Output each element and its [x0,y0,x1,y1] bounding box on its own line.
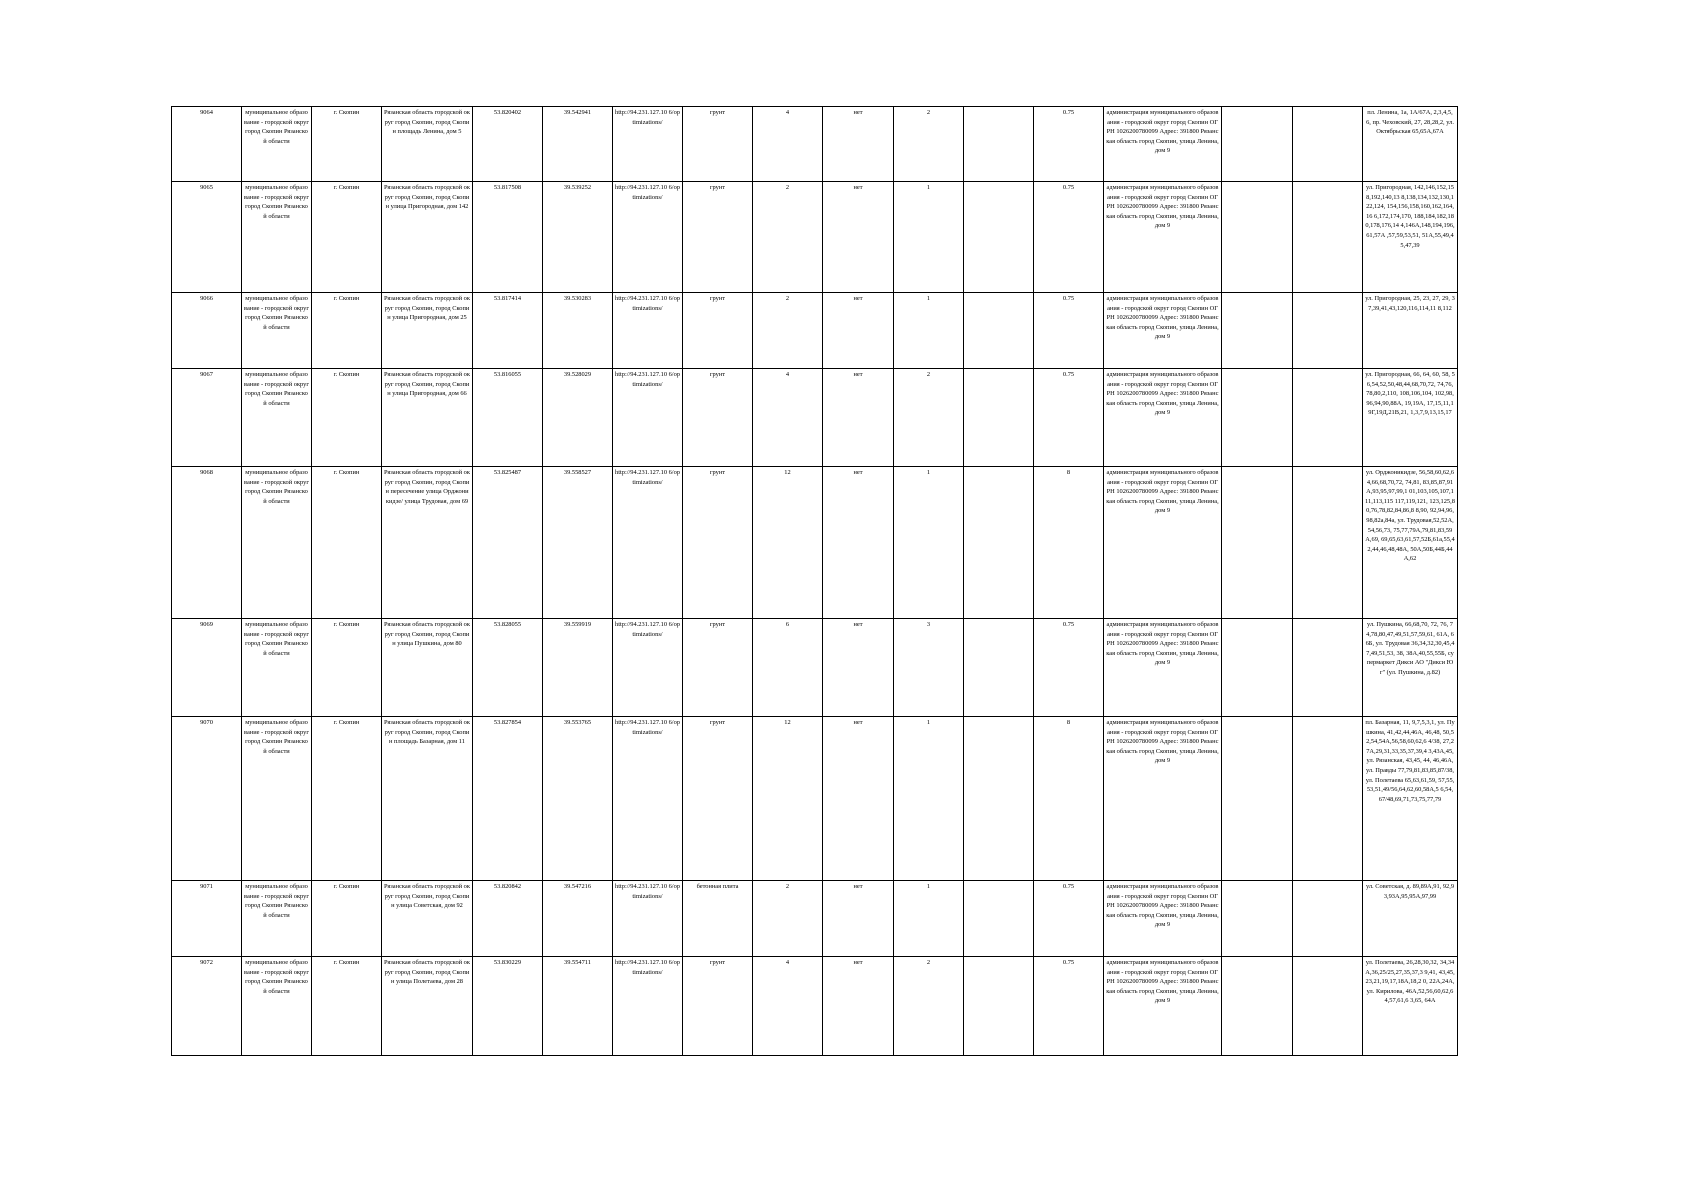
cell-col16 [1293,619,1363,717]
cell-extra [964,293,1034,369]
cell-count: 3 [894,619,964,717]
cell-col16 [1293,293,1363,369]
cell-count: 1 [894,293,964,369]
cell-volume: 0.75 [1034,369,1104,467]
cell-col16 [1293,717,1363,881]
cell-col15 [1222,619,1293,717]
cell-lon: 39.547216 [543,881,613,957]
cell-address: Рязанская область городской округ город Скопин, город Скопин улица Пригородная, дом 66 [382,369,473,467]
cell-surface: грунт [683,957,753,1056]
cell-url: http://94.231.127.10 6/optimizations/ [613,467,683,619]
cell-owner: администрация муниципального образования - городской округ город Скопин ОГРН 1026200780099 Адрес: 391800 Рязанская область город Скопин, улица Ленина, дом 9 [1104,957,1222,1056]
cell-surface: грунт [683,717,753,881]
cell-lat: 53.828055 [473,619,543,717]
cell-id: 9069 [172,619,242,717]
cell-city: г. Скопин [312,619,382,717]
cell-url: http://94.231.127.10 6/optimizations/ [613,957,683,1056]
cell-owner: администрация муниципального образования - городской округ город Скопин ОГРН 1026200780099 Адрес: 391800 Рязанская область город Скопин, улица Ленина, дом 9 [1104,293,1222,369]
cell-area: 12 [753,467,823,619]
cell-volume: 0.75 [1034,293,1104,369]
cell-extra [964,957,1034,1056]
cell-extra [964,107,1034,182]
cell-city: г. Скопин [312,293,382,369]
cell-url: http://94.231.127.10 6/optimizations/ [613,717,683,881]
cell-served: ул. Пригородная, 142,146,152,158,192,140,13 8,138,134,132,130,122,124, 154,156,158,160,162,164,16 6,172,174,170, 188,184,182,180,178,176,14 4,146А,148,194,196,61,57А ,57,59,53,51, 51А,55,49,45,47,39 [1363,182,1458,293]
table-row [172,107,1458,182]
cell-lat: 53.817508 [473,182,543,293]
cell-col15 [1222,957,1293,1056]
cell-surface: грунт [683,369,753,467]
cell-url: http://94.231.127.10 6/optimizations/ [613,369,683,467]
cell-owner: администрация муниципального образования - городской округ город Скопин ОГРН 1026200780099 Адрес: 391800 Рязанская область город Скопин, улица Ленина, дом 9 [1104,107,1222,182]
cell-extra [964,717,1034,881]
cell-entity: муниципальное образование - городской округ город Скопин Рязанской области [242,293,312,369]
cell-surface: бетонная плита [683,881,753,957]
cell-volume: 0.75 [1034,182,1104,293]
cell-served: ул. Пригородная, 25, 23, 27, 29, 37,39,41,43,120,116,114,11 8,112 [1363,293,1458,369]
cell-url: http://94.231.127.10 6/optimizations/ [613,881,683,957]
cell-cover: нет [823,182,894,293]
cell-city: г. Скопин [312,957,382,1056]
cell-col15 [1222,717,1293,881]
cell-served: пл. Ленина, 1а, 1А/67А, 2,3,4,5,6, пр. Чеховский, 27, 28,28,2, ул. Октябрьская 65,65А,67А [1363,107,1458,182]
cell-count: 1 [894,881,964,957]
cell-col16 [1293,881,1363,957]
table-row [172,182,1458,293]
cell-cover: нет [823,369,894,467]
cell-col16 [1293,369,1363,467]
cell-col16 [1293,182,1363,293]
table-row [172,957,1458,1056]
cell-entity: муниципальное образование - городской округ город Скопин Рязанской области [242,957,312,1056]
cell-lon: 39.554711 [543,957,613,1056]
cell-owner: администрация муниципального образования - городской округ город Скопин ОГРН 1026200780099 Адрес: 391800 Рязанская область город Скопин, улица Ленина, дом 9 [1104,182,1222,293]
cell-lat: 53.825487 [473,467,543,619]
cell-served: ул. Орджоникидзе, 56,58,60,62,64,66,68,70,72, 74,81, 83,85,87,91А,93,95,97,99,1 01,103,105,107,111,113,115 117,119,121, 123,125,80,76,78,82,84,86,8 8,90, 92,94,96,98,82а,84а, ул. Трудовая,52,52А,54,56,73, 75,77,79А,79,81,83,59А,69, 69,65,63,61,57,52Б,61а,55,4 2,44,46,48,48А, 50А,50Б,44Б,44А,62 [1363,467,1458,619]
cell-surface: грунт [683,619,753,717]
cell-area: 4 [753,957,823,1056]
cell-surface: грунт [683,293,753,369]
cell-col15 [1222,182,1293,293]
cell-owner: администрация муниципального образования - городской округ город Скопин ОГРН 1026200780099 Адрес: 391800 Рязанская область город Скопин, улица Ленина, дом 9 [1104,619,1222,717]
cell-count: 2 [894,107,964,182]
cell-served: ул. Полетаева, 26,28,30,32, 34,34А,36,25/25,27,35,37,3 9,41, 43,45,23,21,19,17,18А,18,2 0, 22А,24А, ул. Кирилова, 46А,52,56,60,62,64,57,61,6 3,65, 64А [1363,957,1458,1056]
cell-city: г. Скопин [312,467,382,619]
cell-area: 2 [753,182,823,293]
cell-surface: грунт [683,107,753,182]
cell-area: 4 [753,107,823,182]
cell-extra [964,467,1034,619]
cell-lat: 53.820402 [473,107,543,182]
cell-cover: нет [823,957,894,1056]
cell-col15 [1222,467,1293,619]
cell-col15 [1222,369,1293,467]
cell-entity: муниципальное образование - городской округ город Скопин Рязанской области [242,717,312,881]
cell-lat: 53.820842 [473,881,543,957]
cell-address: Рязанская область городской округ город Скопин, город Скопин площадь Базарная, дом 11 [382,717,473,881]
cell-entity: муниципальное образование - городской округ город Скопин Рязанской области [242,881,312,957]
table-row [172,467,1458,619]
cell-lon: 39.528029 [543,369,613,467]
cell-served: пл. Базарная, 11, 9,7,5,3,1, ул. Пушкина, 41,42,44,46А, 46,48, 50,52,54,54А,56,58,60,62,6 4/38, 27,27А,29,31,33,35,37,39,4 3,43А,45, ул. Рязанская, 43,45, 44, 46,46А, ул. Правды 77,79,81,83,85,87/38, ул. Полетаева 65,63,61,59, 57,55, 53,51,49/56,64,62,60,58А,5 6,54, 67/48,69,71,73,75,77,79 [1363,717,1458,881]
cell-owner: администрация муниципального образования - городской округ город Скопин ОГРН 1026200780099 Адрес: 391800 Рязанская область город Скопин, улица Ленина, дом 9 [1104,881,1222,957]
cell-volume: 8 [1034,467,1104,619]
cell-cover: нет [823,619,894,717]
cell-col15 [1222,881,1293,957]
cell-lat: 53.817414 [473,293,543,369]
cell-city: г. Скопин [312,369,382,467]
cell-lat: 53.830229 [473,957,543,1056]
cell-count: 1 [894,182,964,293]
cell-surface: грунт [683,182,753,293]
cell-city: г. Скопин [312,107,382,182]
table-row [172,619,1458,717]
cell-id: 9070 [172,717,242,881]
cell-col16 [1293,107,1363,182]
cell-entity: муниципальное образование - городской округ город Скопин Рязанской области [242,369,312,467]
cell-address: Рязанская область городской округ город Скопин, город Скопин улица Пригородная, дом 142 [382,182,473,293]
cell-address: Рязанская область городской округ город Скопин, город Скопин улица Пригородная, дом 25 [382,293,473,369]
cell-lon: 39.539252 [543,182,613,293]
cell-extra [964,182,1034,293]
cell-id: 9067 [172,369,242,467]
cell-city: г. Скопин [312,182,382,293]
cell-cover: нет [823,881,894,957]
cell-count: 2 [894,369,964,467]
cell-entity: муниципальное образование - городской округ город Скопин Рязанской области [242,467,312,619]
cell-lat: 53.816055 [473,369,543,467]
cell-area: 12 [753,717,823,881]
cell-volume: 0.75 [1034,957,1104,1056]
cell-extra [964,619,1034,717]
cell-entity: муниципальное образование - городской округ город Скопин Рязанской области [242,182,312,293]
cell-url: http://94.231.127.10 6/optimizations/ [613,182,683,293]
cell-url: http://94.231.127.10 6/optimizations/ [613,619,683,717]
cell-surface: грунт [683,467,753,619]
cell-address: Рязанская область городской округ город Скопин, город Скопин улица Советская, дом 92 [382,881,473,957]
cell-col15 [1222,293,1293,369]
cell-id: 9071 [172,881,242,957]
cell-id: 9065 [172,182,242,293]
cell-area: 2 [753,293,823,369]
cell-entity: муниципальное образование - городской округ город Скопин Рязанской области [242,107,312,182]
cell-lat: 53.827854 [473,717,543,881]
cell-volume: 0.75 [1034,619,1104,717]
cell-cover: нет [823,293,894,369]
cell-lon: 39.559919 [543,619,613,717]
registry-table [171,106,1458,1056]
cell-lon: 39.530283 [543,293,613,369]
cell-volume: 0.75 [1034,881,1104,957]
cell-count: 1 [894,717,964,881]
cell-id: 9072 [172,957,242,1056]
cell-id: 9064 [172,107,242,182]
cell-owner: администрация муниципального образования - городской округ город Скопин ОГРН 1026200780099 Адрес: 391800 Рязанская область город Скопин, улица Ленина, дом 9 [1104,717,1222,881]
cell-area: 2 [753,881,823,957]
cell-lon: 39.542941 [543,107,613,182]
cell-col15 [1222,107,1293,182]
cell-served: ул. Пригородная, 66, 64, 60, 58, 56,54,52,50,48,44,68,70,72, 74,76, 78,80,2,110, 108,106,104, 102,98,96,94,90,88А, 19,19А, 17,15,11,19Г,19Д,21В,21, 1,3,7,9,13,15,17 [1363,369,1458,467]
cell-area: 6 [753,619,823,717]
cell-entity: муниципальное образование - городской округ город Скопин Рязанской области [242,619,312,717]
cell-lon: 39.558527 [543,467,613,619]
cell-col16 [1293,467,1363,619]
cell-cover: нет [823,467,894,619]
cell-extra [964,369,1034,467]
table-row [172,293,1458,369]
cell-city: г. Скопин [312,881,382,957]
cell-volume: 8 [1034,717,1104,881]
registry-rows [172,107,1458,1056]
cell-cover: нет [823,107,894,182]
cell-owner: администрация муниципального образования - городской округ город Скопин ОГРН 1026200780099 Адрес: 391800 Рязанская область город Скопин, улица Ленина, дом 9 [1104,467,1222,619]
table-row [172,717,1458,881]
cell-id: 9066 [172,293,242,369]
cell-volume: 0.75 [1034,107,1104,182]
cell-url: http://94.231.127.10 6/optimizations/ [613,107,683,182]
cell-address: Рязанская область городской округ город Скопин, город Скопин улица Полетаева, дом 28 [382,957,473,1056]
cell-col16 [1293,957,1363,1056]
cell-area: 4 [753,369,823,467]
cell-address: Рязанская область городской округ город Скопин, город Скопин пересечение улица Орджоникидзе/ улица Трудовая, дом 69 [382,467,473,619]
cell-cover: нет [823,717,894,881]
cell-url: http://94.231.127.10 6/optimizations/ [613,293,683,369]
cell-served: ул. Пушкина, 66,68,70, 72, 76, 74,78,80,47,49,51,57,59,61, 61А, 66Б, ул. Трудовая 36,34,32,30,45,47,49,51,53, 38, 38А,40,55,55Б, супермаркет Дикси АО "Дикси Юг" (ул. Пушкина, д.82) [1363,619,1458,717]
table-row [172,369,1458,467]
table-row [172,881,1458,957]
cell-extra [964,881,1034,957]
cell-count: 1 [894,467,964,619]
cell-city: г. Скопин [312,717,382,881]
cell-owner: администрация муниципального образования - городской округ город Скопин ОГРН 1026200780099 Адрес: 391800 Рязанская область город Скопин, улица Ленина, дом 9 [1104,369,1222,467]
cell-id: 9068 [172,467,242,619]
cell-count: 2 [894,957,964,1056]
cell-served: ул. Советская, д. 89,89А,91, 92,93,93А,95,95А,97,99 [1363,881,1458,957]
cell-address: Рязанская область городской округ город Скопин, город Скопин площадь Ленина, дом 5 [382,107,473,182]
cell-address: Рязанская область городской округ город Скопин, город Скопин улица Пушкина, дом 80 [382,619,473,717]
cell-lon: 39.553765 [543,717,613,881]
